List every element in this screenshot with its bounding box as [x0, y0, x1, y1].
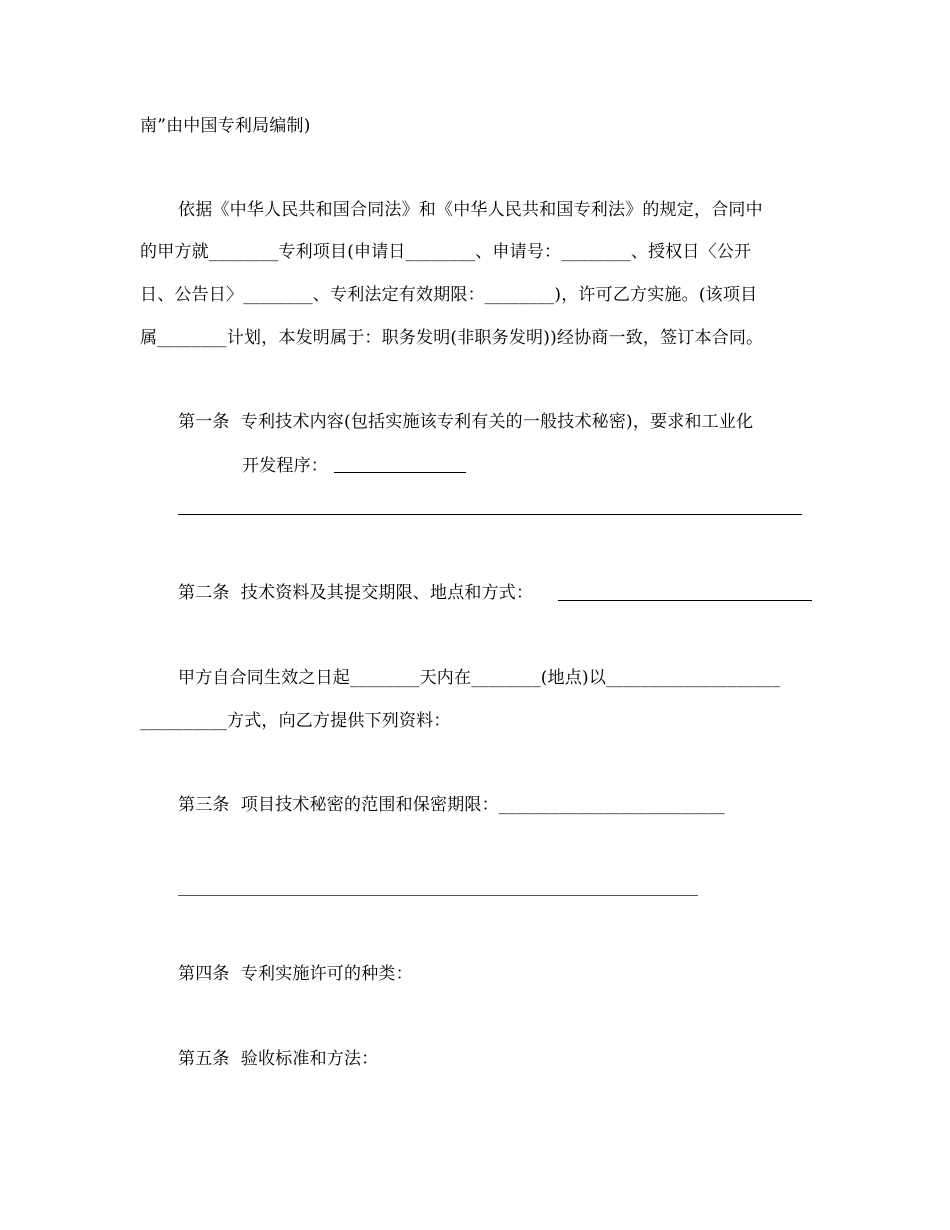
article-3-heading: 第三条 项目技术秘密的范围和保密期限：__________________________ — [178, 795, 726, 815]
article-5-heading: 第五条 验收标准和方法： — [178, 1049, 379, 1069]
article-2-heading: 第二条 技术资料及其提交期限、地点和方式： — [178, 583, 534, 603]
article-1-blank-short — [334, 472, 466, 473]
article-4-heading: 第四条 专利实施许可的种类： — [178, 964, 413, 984]
text-line-preamble-1: 依据《中华人民共和国合同法》和《中华人民共和国专利法》的规定，合同中 — [178, 200, 763, 220]
article-2-detail-2: __________方式，向乙方提供下列资料： — [140, 711, 451, 731]
text-line-preamble-2: 的甲方就________专利项目(申请日________、申请号：________、授权日〈公开 — [140, 242, 752, 262]
text-line-preamble-4: 属________计划，本发明属于：职务发明(非职务发明))经协商一致，签订本合同。 — [140, 328, 764, 348]
article-3-blank-long — [178, 895, 698, 896]
article-2-blank — [558, 600, 812, 601]
article-2-detail-1: 甲方自合同生效之日起________天内在________(地点)以____________________ — [178, 668, 781, 688]
text-line-intro-tail: 南”由中国专利局编制) — [140, 116, 311, 136]
article-1-heading: 第一条 专利技术内容(包括实施该专利有关的一般技术秘密)，要求和工业化 — [178, 412, 754, 432]
article-1-blank-long — [178, 514, 802, 515]
article-1-subline: 开发程序： — [242, 456, 328, 476]
text-line-preamble-3: 日、公告日〉________、专利法定有效期限：________)，许可乙方实施。(该项目 — [140, 285, 758, 305]
